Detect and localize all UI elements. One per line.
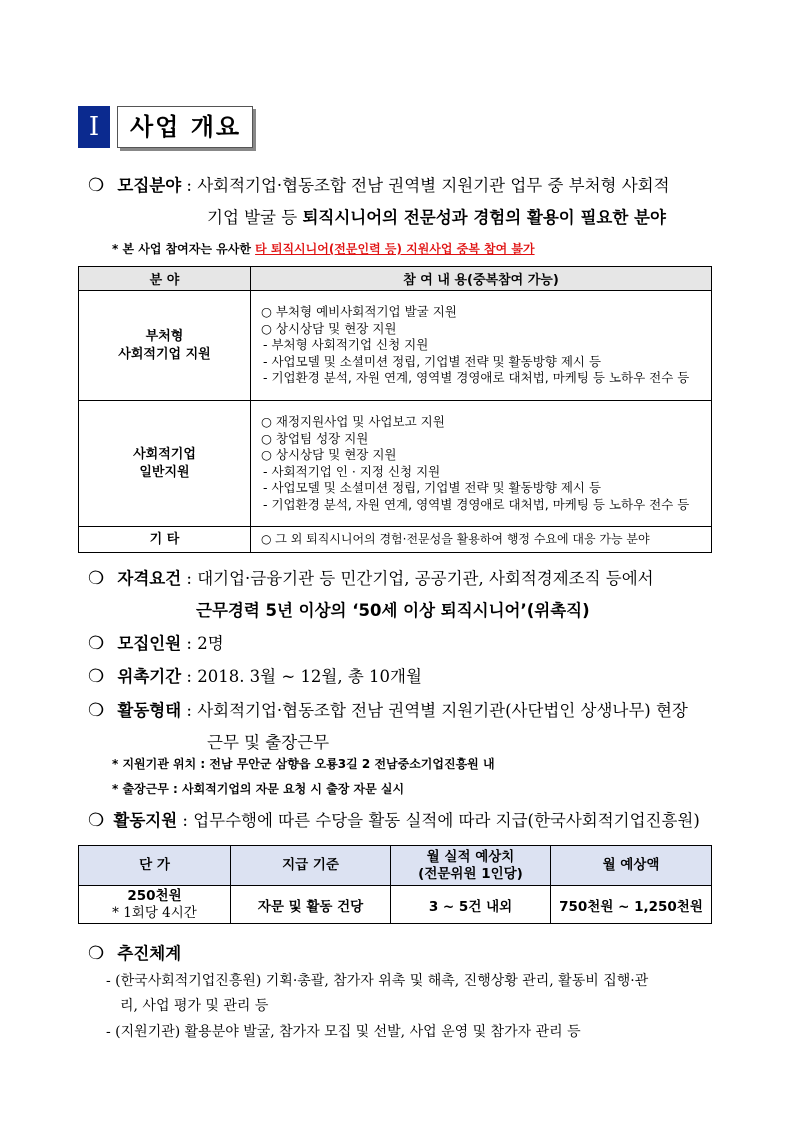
table-row [79, 527, 712, 553]
pay-header-expected-line2: (전문위원 1인당) [418, 865, 523, 882]
recruit-note-prefix: * 본 사업 참여자는 유사한 [112, 242, 256, 256]
activity-form-text2: 근무 및 출장근무 [207, 733, 330, 752]
period-text: : 2018. 3월 ~ 12월, 총 10개월 [181, 667, 422, 686]
system-item2: - (지원기관) 활용분야 발굴, 참가자 모집 및 선발, 사업 운영 및 참가자 관리 등 [106, 1024, 581, 1040]
headcount-text: : 2명 [181, 634, 224, 653]
recruit-field-text2: 기업 발굴 등 [207, 208, 303, 227]
activity-form-text1: : 사회적기업·협동조합 전남 권역별 지원기관(사단법인 상생나무) 현장 [181, 701, 688, 720]
category-cell [79, 291, 251, 401]
pay-header-unit: 단 가 [79, 846, 231, 886]
system-item1-line2: 리, 사업 평가 및 관리 등 [120, 998, 269, 1014]
list-item: - 사업모델 및 소셜미션 정립, 기업별 전략 및 활동방향 제시 등 [263, 353, 602, 369]
list-item: - 사업모델 및 소셜미션 정립, 기업별 전략 및 활동방향 제시 등 [263, 480, 602, 495]
qualification-label: 자격요건 [117, 569, 182, 588]
pay-amount-cell: 750천원 ~ 1,250천원 [551, 886, 712, 924]
list-item: - 기업환경 분석, 자원 연계, 영역별 경영애로 대처법, 마케팅 등 노하우 전수 등 [263, 496, 690, 512]
table-row [79, 886, 712, 924]
bullet-icon: ❍ [88, 568, 105, 589]
category-cell [79, 527, 251, 553]
list-item: ○ 상시상담 및 현장 지원 [261, 447, 397, 462]
category-cell [79, 401, 251, 527]
list-item: ○ 상시상담 및 현장 지원 [261, 320, 397, 336]
period-line [88, 663, 422, 687]
category-label: 사회적기업 [133, 446, 196, 462]
list-item: ○ 그 외 퇴직시니어의 경험·전문성을 활용하여 행정 수요에 대응 가능 분야 [261, 532, 650, 547]
bullet-icon: ❍ [88, 810, 105, 831]
system-label: 추진체계 [117, 944, 182, 963]
qualification-emphasis: 근무경력 5년 이상의 ‘50세 이상 퇴직시니어’(위촉직) [196, 601, 590, 620]
pay-unit-price: 250천원 [127, 887, 182, 904]
pay-basis-cell: 자문 및 활동 건당 [231, 886, 391, 924]
activity-support-label: 활동지원 [113, 811, 178, 830]
bullet-icon: ❍ [88, 666, 105, 687]
qualification-text1: : 대기업·금융기관 등 민간기업, 공공기관, 사회적경제조직 등에서 [181, 569, 654, 588]
recruit-note-warning: 타 퇴직시니어(전문인력 등) 지원사업 중복 참여 불가 [255, 242, 535, 256]
content-cell [251, 401, 712, 527]
list-item: ○ 재정지원사업 및 사업보고 지원 [261, 414, 445, 429]
pay-expected-cell: 3 ~ 5건 내외 [391, 886, 551, 924]
activity-form-label: 활동형태 [117, 701, 182, 720]
content-cell [251, 291, 712, 401]
field-table-header-category: 분 야 [79, 267, 251, 291]
system-line [88, 940, 181, 964]
recruit-field-emphasis: 퇴직시니어의 전문성과 경험의 활용이 필요한 분야 [302, 208, 666, 227]
pay-header-basis: 지급 기준 [231, 846, 391, 886]
content-cell [251, 527, 712, 553]
field-table [78, 266, 712, 553]
list-item: - 부처형 사회적기업 신청 지원 [263, 337, 429, 353]
headcount-label: 모집인원 [117, 634, 182, 653]
activity-form-note2: * 출장근무 : 사회적기업의 자문 요청 시 출장 자문 실시 [112, 782, 405, 796]
recruit-field-label: 모집분야 [117, 176, 182, 195]
pay-table [78, 845, 712, 924]
table-row [79, 401, 712, 527]
category-label: 기 타 [149, 531, 180, 547]
category-label: 사회적기업 지원 [118, 346, 211, 362]
section-number: Ⅰ [78, 106, 110, 148]
system-item1-line1: - (한국사회적기업진흥원) 기획·총괄, 참가자 위촉 및 해촉, 진행상황 관리, 활동비 집행·관 [106, 973, 649, 989]
list-item: ○ 창업팀 성장 지원 [261, 430, 369, 446]
pay-unit-cell [79, 886, 231, 924]
recruit-field-line2 [207, 204, 666, 228]
bullet-icon: ❍ [88, 943, 105, 964]
pay-header-expected-line1: 월 실적 예상치 [426, 848, 515, 865]
bullet-icon: ❍ [88, 633, 105, 654]
headcount-line [88, 630, 224, 654]
category-label: 일반지원 [139, 464, 190, 480]
recruit-field-note [112, 240, 535, 257]
activity-support-line [88, 807, 700, 831]
activity-support-text: : 업무수행에 따른 수당을 활동 실적에 따라 지급(한국사회적기업진흥원) [177, 811, 700, 830]
qualification-line1 [88, 565, 654, 589]
period-label: 위촉기간 [117, 667, 182, 686]
table-row [79, 291, 712, 401]
pay-header-expected [391, 846, 551, 886]
bullet-icon: ❍ [88, 700, 105, 721]
activity-form-line1 [88, 697, 688, 721]
pay-table-header [79, 846, 712, 886]
recruit-field-text1: : 사회적기업·협동조합 전남 권역별 지원기관 업무 중 부처형 사회적 [181, 176, 670, 195]
pay-header-amount: 월 예상액 [551, 846, 712, 886]
recruit-field-line1 [88, 172, 670, 196]
bullet-icon: ❍ [88, 175, 105, 196]
pay-unit-note: * 1회당 4시간 [112, 904, 197, 921]
list-item: - 사회적기업 인 · 지정 신청 지원 [263, 463, 441, 479]
field-table-header [79, 267, 712, 291]
category-label: 부처형 [145, 328, 184, 344]
list-item: ○ 부처형 예비사회적기업 발굴 지원 [261, 304, 457, 320]
field-table-header-content: 참 여 내 용(중복참여 가능) [251, 267, 712, 291]
activity-form-note1: * 지원기관 위치 : 전남 무안군 삼향읍 오룡3길 2 전남중소기업진흥원 내 [112, 757, 495, 771]
section-title: 사업 개요 [117, 106, 253, 148]
list-item: - 기업환경 분석, 자원 연계, 영역별 경영애로 대처법, 마케팅 등 노하우 전수 등 [263, 370, 690, 386]
